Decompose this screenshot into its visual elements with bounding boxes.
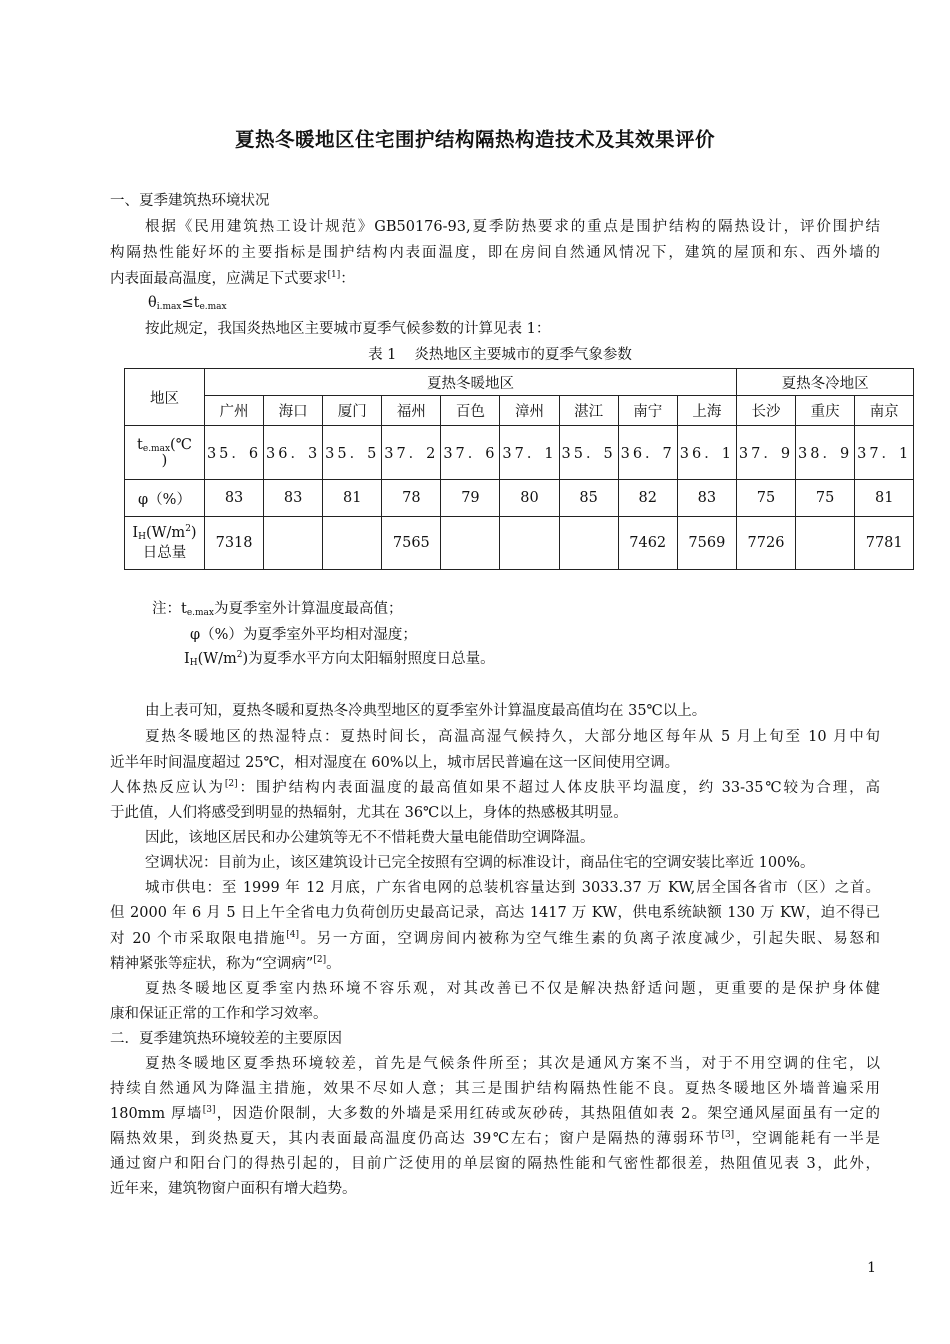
city-header: 百色 [441, 396, 500, 426]
paragraph-line: 180mm 厚墙[3]，因造价限制，大多数的外墙是采用红砖或灰砂砖，其热阻值如表 2。架空通风屋面虽有一定的 [110, 1105, 880, 1122]
table-cell: 79 [441, 480, 500, 517]
table-cell: 7569 [677, 517, 736, 570]
table-cell: 7462 [618, 517, 677, 570]
city-header: 重庆 [796, 396, 855, 426]
table-cell: 35．6 [205, 426, 264, 480]
paragraph-line: 近半年时间温度超过 25℃，相对湿度在 60%以上，城市居民普遍在这一区间使用空调。 [110, 755, 680, 771]
paragraph-line: 城市供电：至 1999 年 12 月底，广东省电网的总装机容量达到 3033.37 万 KW,居全国各省市（区）之首。 [145, 880, 880, 896]
table-cell: 37．6 [441, 426, 500, 480]
table-cell: 80 [500, 480, 559, 517]
city-header: 漳州 [500, 396, 559, 426]
table-cell [500, 517, 559, 570]
section-heading-2: 二．夏季建筑热环境较差的主要原因 [110, 1031, 342, 1047]
paragraph-line: 夏热冬暖地区夏季热环境较差，首先是气候条件所至；其次是通风方案不当，对于不用空调的住宅，以 [145, 1056, 880, 1072]
city-header: 福州 [382, 396, 441, 426]
paragraph-line: 按此规定，我国炎热地区主要城市夏季气候参数的计算见表 1： [145, 321, 551, 337]
table-cell: 7726 [736, 517, 795, 570]
table-cell: 36．7 [618, 426, 677, 480]
paragraph-line: 康和保证正常的工作和学习效率。 [110, 1006, 328, 1022]
row-label-radiation: $I_H(W/m^2)$ 日总量 [125, 517, 205, 570]
table-cell [264, 517, 323, 570]
paragraph-line: 夏热冬暖地区的热湿特点：夏热时间长，高温高湿气候持久，大部分地区每年从 5 月上旬至 10 月中旬 [145, 729, 880, 745]
table-cell: 35．5 [559, 426, 618, 480]
formula: $\theta_{i.max}\le t_{e.max}$ [148, 295, 227, 312]
paragraph-line: 但 2000 年 6 月 5 日上午全省电力负荷创历史最高记录，高达 1417 万 KW，供电系统缺额 130 万 KW，迫不得已 [110, 905, 880, 921]
table-cell: 75 [736, 480, 795, 517]
paragraph-line: 通过窗户和阳台门的得热引起的，目前广泛使用的单层窗的隔热性能和气密性都很差，热阻值见表 3，此外， [110, 1156, 880, 1172]
paragraph-line: 人体热反应认为[2]：围护结构内表面温度的最高值如果不超过人体皮肤平均温度，约 33-35℃较为合理，高 [110, 779, 880, 796]
table-cell: 83 [205, 480, 264, 517]
table-cell: 38．9 [796, 426, 855, 480]
section-heading-1: 一、夏季建筑热环境状况 [110, 193, 270, 209]
city-header: 厦门 [323, 396, 382, 426]
city-header: 南京 [855, 396, 914, 426]
table-cell: 7781 [855, 517, 914, 570]
paragraph-line: 夏热冬暖地区夏季室内热环境不容乐观，对其改善已不仅是解决热舒适问题，更重要的是保护身体健 [145, 981, 880, 997]
header-group-hot-summer-warm-winter: 夏热冬暖地区 [205, 369, 737, 396]
table-cell [796, 517, 855, 570]
table-cell [559, 517, 618, 570]
table-cell: 83 [264, 480, 323, 517]
city-header: 广州 [205, 396, 264, 426]
row-label-temperature: $t_{e.max}(℃$ ) [125, 426, 205, 480]
table-cell: 36．3 [264, 426, 323, 480]
page-title: 夏热冬暖地区住宅围护结构隔热构造技术及其效果评价 [234, 128, 715, 151]
table-cell: 83 [677, 480, 736, 517]
table-cell: 35．5 [323, 426, 382, 480]
paragraph-line: 根据《民用建筑热工设计规范》GB50176-93,夏季防热要求的重点是围护结构的隔热设计，评价围护结 [145, 219, 880, 235]
paragraph-line: 于此值，人们将感受到明显的热辐射，尤其在 36℃以上，身体的热感极其明显。 [110, 805, 628, 821]
header-region: 地区 [125, 369, 205, 426]
paragraph-line: 精神紧张等症状，称为“空调病”[2]。 [110, 955, 341, 972]
table-cell: 37．2 [382, 426, 441, 480]
city-header: 南宁 [618, 396, 677, 426]
citation-ref: [3] [202, 1105, 216, 1115]
table-note: φ（%）为夏季室外平均相对湿度； [190, 627, 417, 643]
citation-ref: [3] [721, 1130, 735, 1140]
table-cell: 37．9 [736, 426, 795, 480]
table-caption: 表 1 炎热地区主要城市的夏季气象参数 [368, 347, 632, 363]
citation-ref: [2] [224, 779, 238, 789]
table-note: $I_H(W/m^2)$为夏季水平方向太阳辐射照度日总量。 [184, 650, 495, 668]
table-cell: 82 [618, 480, 677, 517]
table-note: 注：$t_{e.max}$为夏季室外计算温度最高值； [152, 601, 403, 618]
table-cell [323, 517, 382, 570]
table-cell: 36．1 [677, 426, 736, 480]
citation-ref: [4] [286, 930, 299, 940]
table-cell: 7318 [205, 517, 264, 570]
paragraph-line: 持续自然通风为降温主措施，效果不尽如人意；其三是围护结构隔热性能不良。夏热冬暖地区外墙普遍采用 [110, 1081, 880, 1097]
paragraph-line: 由上表可知，夏热冬暖和夏热冬冷典型地区的夏季室外计算温度最高值均在 35℃以上。 [145, 703, 707, 719]
header-group-hot-summer-cold-winter: 夏热冬冷地区 [736, 369, 913, 396]
city-header: 湛江 [559, 396, 618, 426]
table-cell: 37．1 [500, 426, 559, 480]
table-cell: 81 [855, 480, 914, 517]
paragraph-line: 近年来，建筑物窗户面积有增大趋势。 [110, 1181, 357, 1197]
table-cell: 7565 [382, 517, 441, 570]
row-label-humidity: φ（%） [125, 480, 205, 517]
citation-ref: [2] [313, 955, 327, 965]
paragraph-line: 隔热效果，到炎热夏天，其内表面最高温度仍高达 39℃左右；窗户是隔热的薄弱环节[3]，空调能耗有一半是 [110, 1130, 880, 1147]
table-cell: 75 [796, 480, 855, 517]
table-cell: 37．1 [855, 426, 914, 480]
paragraph-line: 空调状况：目前为止，该区建筑设计已完全按照有空调的标准设计，商品住宅的空调安装比率近 100%。 [145, 855, 815, 871]
table-cell: 78 [382, 480, 441, 517]
paragraph-line: 构隔热性能好坏的主要指标是围护结构内表面温度，即在房间自然通风情况下，建筑的屋顶和东、西外墙的 [110, 245, 880, 261]
city-header: 海口 [264, 396, 323, 426]
city-header: 长沙 [736, 396, 795, 426]
table-cell [441, 517, 500, 570]
city-header: 上海 [677, 396, 736, 426]
climate-table [124, 368, 914, 570]
table-cell: 81 [323, 480, 382, 517]
citation-ref: [1] [327, 270, 341, 280]
page-number: 1 [867, 1260, 876, 1276]
table-cell: 85 [559, 480, 618, 517]
paragraph-line: 对 20 个市采取限电措施[4]。另一方面，空调房间内被称为空气维生素的负离子浓度减少，引起失眠、易怒和 [110, 930, 881, 947]
paragraph-line: 内表面最高温度，应满足下式要求[1]： [110, 270, 355, 287]
paragraph-line: 因此，该地区居民和办公建筑等无不不惜耗费大量电能借助空调降温。 [145, 830, 595, 846]
